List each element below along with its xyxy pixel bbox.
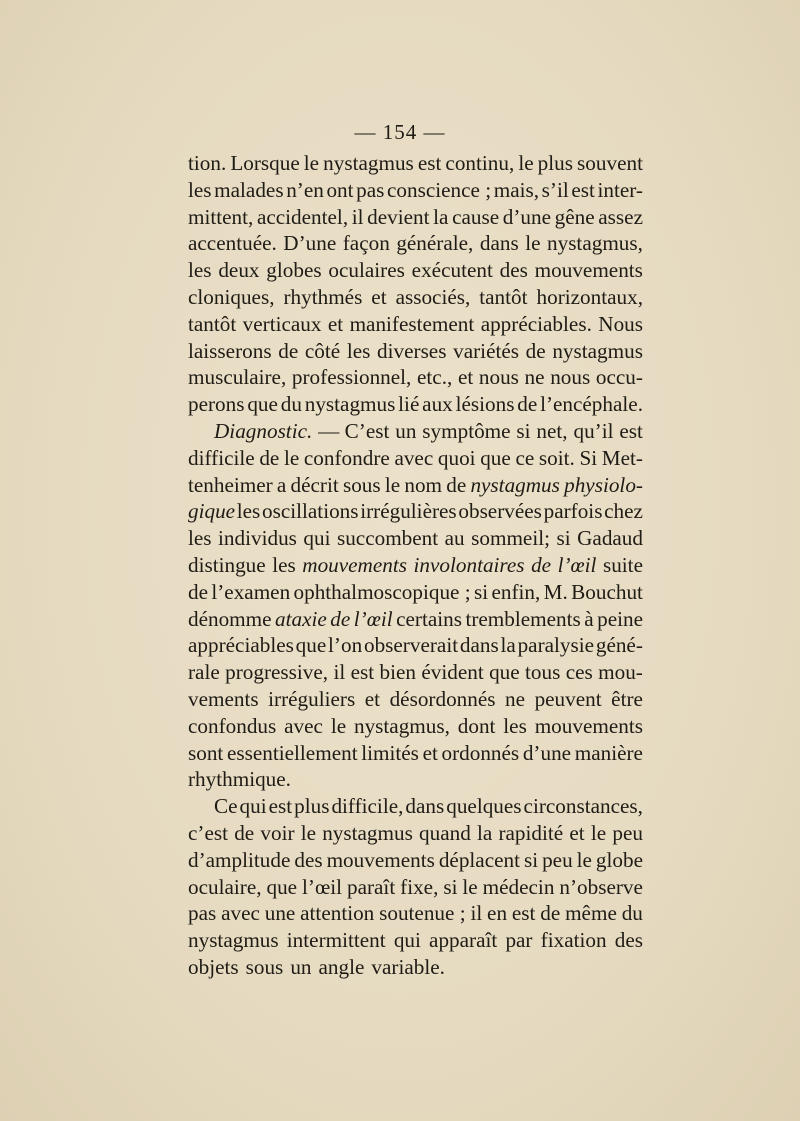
word: nystagmus: [470, 472, 560, 497]
word: le: [590, 820, 607, 845]
word: même: [565, 901, 617, 926]
word: cause: [452, 204, 500, 229]
word: gique: [188, 499, 236, 524]
word: nystagmus,: [353, 713, 450, 738]
word: cloniques,: [188, 284, 275, 309]
word: et: [364, 686, 381, 711]
word: rale: [188, 660, 220, 685]
word: côté: [304, 338, 341, 363]
word: horizontaux,: [536, 284, 643, 309]
word: Gadaud: [577, 526, 643, 551]
word: paraît: [346, 874, 396, 899]
word: le: [525, 231, 541, 256]
word: mouvements: [534, 713, 643, 738]
word: que: [247, 392, 278, 417]
word: le: [283, 445, 300, 470]
word: du: [621, 901, 643, 926]
word: manière: [574, 740, 643, 765]
text-line: [188, 177, 643, 204]
word: globes: [266, 258, 322, 283]
word: de: [525, 338, 546, 363]
word: irrégulières: [360, 499, 457, 524]
word: net,: [536, 418, 568, 443]
word: et: [327, 311, 344, 336]
word: individus: [218, 526, 297, 551]
word: quoi: [437, 445, 476, 470]
word: objets: [188, 954, 239, 979]
word: nystagmus: [322, 820, 413, 845]
word: ophthalmoscopique ;: [293, 579, 471, 604]
word: l’encéphale.: [540, 392, 643, 417]
word: qui: [393, 928, 421, 953]
word: rapidité: [498, 820, 564, 845]
word: vements: [188, 686, 259, 711]
word: ces: [565, 660, 593, 685]
word: paralysie: [517, 633, 595, 658]
word: peu: [542, 847, 573, 872]
word: variable.: [371, 954, 445, 979]
word: lésions: [455, 392, 515, 417]
word: mittent,: [188, 204, 254, 229]
word: est: [619, 418, 643, 443]
word: irréguliers: [268, 686, 356, 711]
word: fixation: [540, 928, 607, 953]
word: Met-: [601, 445, 643, 470]
word: — C’est: [318, 418, 390, 443]
text-line: [188, 954, 643, 981]
word: des: [614, 928, 643, 953]
word: souvent: [577, 151, 643, 175]
word: appréciables.: [480, 311, 592, 336]
word: chez: [604, 499, 643, 524]
text-line: [188, 391, 643, 418]
word: les: [188, 526, 212, 551]
word: apparaît: [429, 928, 498, 953]
word: nous: [478, 365, 519, 390]
word: il: [333, 660, 346, 685]
text-line: [188, 204, 643, 231]
word: conscience ;: [387, 177, 492, 202]
word: si: [523, 847, 539, 872]
word: et: [371, 284, 387, 309]
word: par: [505, 928, 533, 953]
word: avec: [284, 713, 323, 738]
word: D’une: [283, 231, 337, 256]
word: un: [290, 954, 312, 979]
word: progressive,: [225, 660, 329, 685]
word: mais,: [493, 177, 540, 202]
word: les: [188, 258, 212, 283]
text-line: [188, 900, 643, 927]
word: involontaires: [413, 552, 525, 577]
word: quelques: [446, 794, 522, 819]
word: est: [571, 177, 595, 202]
word: s’il: [541, 177, 569, 202]
word: d’une: [502, 204, 552, 229]
word: aux: [422, 392, 453, 417]
word: nystagmus: [323, 151, 414, 175]
word: décrit: [290, 472, 339, 497]
word: à: [584, 606, 594, 631]
word: peuvent: [534, 686, 602, 711]
word: la: [500, 633, 516, 658]
word: exécutent: [411, 258, 493, 283]
word: le: [576, 847, 592, 872]
word: dénomme: [188, 606, 272, 631]
word: continu,: [445, 151, 515, 175]
word: le: [300, 820, 316, 845]
word: fixe,: [400, 874, 439, 899]
word: la: [433, 204, 449, 229]
word: certains: [396, 606, 462, 631]
word: de: [446, 472, 467, 497]
word: assez: [598, 204, 643, 229]
word: un: [395, 418, 417, 443]
word: ne: [505, 686, 526, 711]
word: rhythmique.: [188, 767, 291, 792]
word: les: [503, 713, 527, 738]
word: perons: [188, 392, 245, 417]
word: générale,: [396, 231, 474, 256]
word: le: [518, 151, 534, 175]
word: soutenue ;: [379, 901, 466, 926]
word: pas: [356, 177, 385, 202]
text-line: [188, 418, 643, 445]
word: M.: [543, 579, 568, 604]
word: il: [470, 901, 483, 926]
text-line: [188, 364, 643, 391]
word: qu’il: [573, 418, 614, 443]
word: observerait: [363, 633, 459, 658]
word: manifestement: [349, 311, 475, 336]
word: de: [234, 820, 255, 845]
word: si: [516, 418, 531, 443]
word: le: [384, 472, 401, 497]
word: rhythmés: [283, 284, 363, 309]
word: l’examen: [211, 579, 291, 604]
word: de: [517, 392, 538, 417]
word: que: [295, 633, 327, 658]
word: mou-: [598, 660, 643, 685]
word: tremblements: [465, 606, 581, 631]
word: de: [330, 606, 351, 631]
word: tenheimer: [188, 472, 273, 497]
word: a: [276, 472, 287, 497]
word: Bouchut: [571, 579, 643, 604]
word: que: [489, 660, 520, 685]
word: nystagmus: [188, 928, 279, 953]
text-line: [188, 552, 643, 579]
word: tantôt: [188, 311, 237, 336]
word: sommeil;: [471, 526, 550, 551]
word: peine: [597, 606, 643, 631]
word: angle: [318, 954, 365, 979]
word: de: [278, 338, 299, 363]
word: professionnel,: [291, 365, 412, 390]
word: l’œil: [302, 874, 343, 899]
text-line: [188, 632, 643, 659]
word: inter-: [597, 177, 643, 202]
text-line: [188, 525, 643, 552]
page-number: — 154 —: [354, 120, 446, 144]
word: ordonnés: [441, 740, 520, 765]
word: verticaux: [242, 311, 322, 336]
word: nous: [550, 365, 591, 390]
word: l’œil: [353, 606, 393, 631]
word: accentuée.: [188, 231, 277, 256]
word: sous: [342, 472, 381, 497]
word: nom: [404, 472, 443, 497]
word: ne: [524, 365, 545, 390]
word: évident: [421, 660, 484, 685]
word: attention: [300, 901, 375, 926]
word: observées: [458, 499, 542, 524]
text-line: [188, 820, 643, 847]
word: mouvements: [302, 552, 407, 577]
word: Nous: [598, 311, 643, 336]
word: accidentel,: [256, 204, 349, 229]
word: une: [264, 901, 296, 926]
text-line: [188, 284, 643, 311]
word: est: [350, 660, 375, 685]
word: nystagmus: [304, 392, 396, 417]
word: globe: [595, 847, 643, 872]
word: qui: [239, 794, 267, 819]
word: circonstances,: [523, 794, 643, 819]
word: distingue: [188, 552, 266, 577]
text-line: [188, 874, 643, 901]
word: soit.: [538, 445, 575, 470]
word: si: [556, 526, 571, 551]
word: est: [417, 151, 442, 175]
text-line: [188, 311, 643, 338]
word: associés,: [395, 284, 471, 309]
word: diverses: [377, 338, 447, 363]
text-line: [188, 793, 643, 820]
word: tantôt: [479, 284, 528, 309]
word: de: [531, 552, 552, 577]
word: intermittent: [286, 928, 386, 953]
word: n’observe: [559, 874, 643, 899]
text-line: [188, 150, 643, 177]
word: tous: [525, 660, 561, 685]
word: nystagmus,: [547, 231, 643, 256]
word: médecin: [482, 874, 555, 899]
word: physiolo-: [564, 472, 643, 497]
text-line: [188, 713, 643, 740]
word: dans: [405, 794, 445, 819]
word: suite: [602, 552, 643, 577]
word: en: [487, 901, 508, 926]
word: dans: [479, 231, 519, 256]
word: du: [280, 392, 302, 417]
word: de: [540, 901, 561, 926]
word: si: [473, 579, 489, 604]
word: laisserons: [188, 338, 272, 363]
word: difficile: [188, 445, 255, 470]
word: dont: [457, 713, 496, 738]
word: des: [499, 258, 528, 283]
text-line: [188, 927, 643, 954]
word: ont: [326, 177, 354, 202]
word: les: [346, 338, 371, 363]
word: confondre: [303, 445, 390, 470]
word: désordonnés: [389, 686, 496, 711]
word: confondus: [188, 713, 277, 738]
word: oculaires: [328, 258, 405, 283]
word: bien: [379, 660, 416, 685]
text-line: [188, 766, 643, 793]
word: les: [236, 499, 261, 524]
word: nystagmus: [552, 338, 643, 363]
word: parfois: [543, 499, 603, 524]
word: au: [444, 526, 465, 551]
text-line: [188, 472, 643, 499]
word: lié: [398, 392, 420, 417]
word: symptôme: [422, 418, 511, 443]
word: de: [259, 445, 280, 470]
word: appréciables: [188, 633, 294, 658]
word: et: [569, 820, 585, 845]
word: Lorsque: [230, 151, 300, 175]
word: occu-: [595, 365, 643, 390]
word: le: [330, 713, 347, 738]
text-line: [188, 579, 643, 606]
word: peu: [612, 820, 643, 845]
word: le: [462, 874, 478, 899]
text-line: [188, 606, 643, 633]
text-line: [188, 659, 643, 686]
word: succombent: [336, 526, 439, 551]
word: qui: [303, 526, 331, 551]
word: façon: [342, 231, 390, 256]
word: est: [511, 901, 536, 926]
word: être: [611, 686, 643, 711]
text-line: [188, 740, 643, 767]
word: que: [266, 874, 298, 899]
word: est: [268, 794, 293, 819]
word: essentiellement: [226, 740, 358, 765]
word: Diagnostic.: [214, 418, 313, 443]
word: plus: [537, 151, 573, 175]
text-line: [188, 686, 643, 713]
word: pas: [188, 901, 217, 926]
word: avec: [221, 901, 260, 926]
word: des: [294, 847, 323, 872]
body-text: [188, 150, 643, 981]
word: ataxie: [275, 606, 327, 631]
word: musculaire,: [188, 365, 287, 390]
word: n’en: [286, 177, 324, 202]
word: sous: [245, 954, 284, 979]
word: mouvements: [534, 258, 643, 283]
text-line: [188, 445, 643, 472]
word: les: [188, 177, 212, 202]
text-line: [188, 338, 643, 365]
word: déplacent: [438, 847, 520, 872]
word: oculaire,: [188, 874, 262, 899]
word: d’amplitude: [188, 847, 291, 872]
word: mouvements: [326, 847, 435, 872]
word: avec: [394, 445, 434, 470]
word: plus: [294, 794, 330, 819]
word: les: [272, 552, 296, 577]
word: gêne: [554, 204, 595, 229]
word: devient: [367, 204, 430, 229]
text-line: [188, 230, 643, 257]
text-line: [188, 847, 643, 874]
text-line: [188, 498, 643, 525]
word: que: [480, 445, 511, 470]
word: c’est: [188, 820, 228, 845]
word: et: [422, 740, 438, 765]
word: la: [476, 820, 493, 845]
word: oscillations: [262, 499, 359, 524]
word: Si: [579, 445, 598, 470]
word: si: [443, 874, 458, 899]
word: variétés: [453, 338, 520, 363]
word: l’œil: [557, 552, 597, 577]
word: l’on: [328, 633, 363, 658]
word: limités: [361, 740, 419, 765]
word: d’une: [522, 740, 572, 765]
word: géné-: [595, 633, 643, 658]
word: deux: [218, 258, 260, 283]
word: il: [351, 204, 364, 229]
word: malades: [214, 177, 284, 202]
word: le: [303, 151, 320, 175]
word: ce: [515, 445, 535, 470]
word: voir: [260, 820, 295, 845]
word: etc.,: [417, 365, 453, 390]
word: de: [188, 579, 208, 604]
word: et: [457, 365, 474, 390]
word: Ce: [214, 794, 238, 819]
word: tion.: [188, 151, 227, 175]
word: dans: [459, 633, 499, 658]
word: quand: [419, 820, 471, 845]
word: sont: [188, 740, 224, 765]
word: difficile,: [331, 794, 404, 819]
word: enfin,: [491, 579, 541, 604]
text-line: [188, 257, 643, 284]
